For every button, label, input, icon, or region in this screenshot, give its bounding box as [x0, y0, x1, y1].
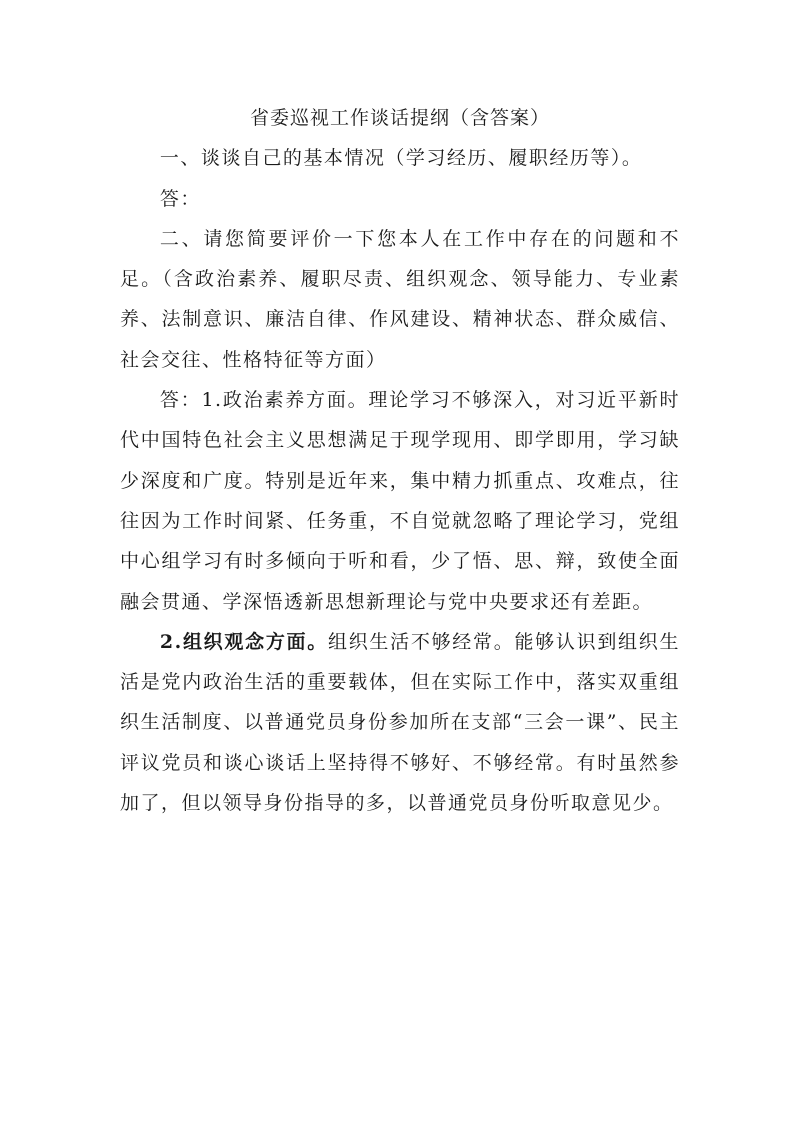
document-title: 省委巡视工作谈话提纲（含答案）	[249, 107, 550, 129]
question-1: 一、谈谈自己的基本情况（学习经历、履职经历等）。	[159, 147, 643, 170]
answer-2-organization	[120, 622, 680, 823]
question-2: 二、请您简要评价一下您本人在工作中存在的问题和不足。（含政治素养、履职尽责、组织观念、领导能力、专业素养、法制意识、廉洁自律、作风建设、精神状态、群众威信、社会交往、性格特征等方面）	[120, 227, 680, 371]
answer-2-organization-heading: 2.组织观念方面。	[159, 630, 328, 653]
answer-2-political: 答：1.政治素养方面。理论学习不够深入，对习近平新时代中国特色社会主义思想满足于现学现用、即学即用，学习缺少深度和广度。特别是近年来，集中精力抓重点、攻难点，往往因为工作时间紧、任务重，不自觉就忽略了理论学习，党组中心组学习有时多倾向于听和看，少了悟、思、辩，致使全面融会贯通、学深悟透新思想新理论与党中央要求还有差距。	[120, 389, 680, 613]
answer-1: 答：	[159, 187, 201, 210]
document-body	[120, 98, 680, 823]
answer-2-organization-body: 组织生活不够经常。能够认识到组织生活是党内政治生活的重要载体，但在实际工作中，落实双重组织生活制度、以普通党员身份参加所在支部“三会一课”、民主评议党员和谈心谈话上坚持得不够好、不够经常。有时虽然参加了，但以领导身份指导的多，以普通党员身份听取意见少。	[120, 630, 680, 815]
